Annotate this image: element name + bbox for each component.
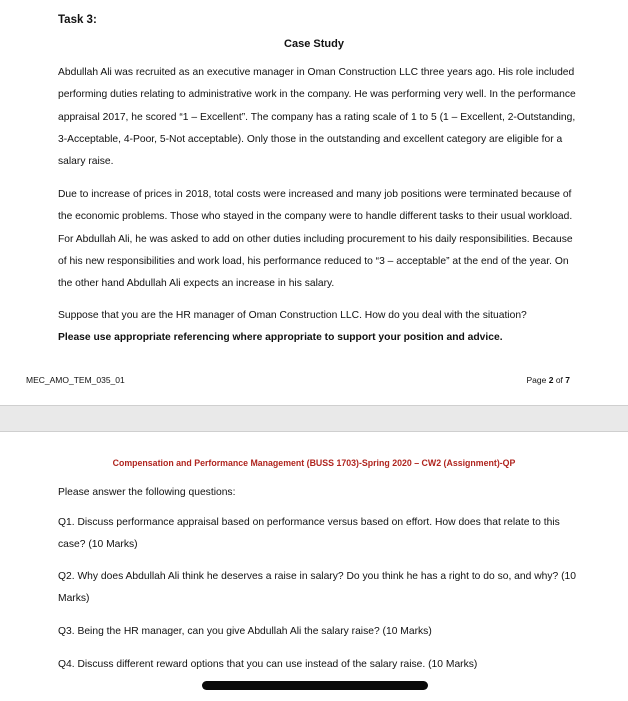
case-study-title: Case Study	[284, 38, 344, 50]
question-3: Q3. Being the HR manager, can you give Abdullah Ali the salary raise? (10 Marks)	[58, 626, 432, 637]
document-code: MEC_AMO_TEM_035_01	[26, 375, 125, 385]
course-title: Compensation and Performance Management (BUSS 1703)-Spring 2020 – CW2 (Assignment)-QP	[112, 458, 516, 468]
case-paragraph-1: Abdullah Ali was recruited as an executive manager in Oman Construction LLC three years ago. His role included performing duties relating to administrative work in the company. He was performing very well. In the performance appraisal 2017, he scored “1 – Excellent”. The company has a rating scale of 1 to 5 (1 – Excellent, 2-Outstanding, 3-Acceptable, 4-Poor, 5-Not acceptable). Only those in the outstanding and excellent category are eligible for a salary raise.	[58, 67, 576, 168]
case-paragraph-3	[58, 305, 580, 350]
page-current: 2	[548, 375, 554, 385]
case-paragraph-2: Due to increase of prices in 2018, total costs were increased and many job positions were terminated because of the economic problems. Those who stayed in the company were to handle different tasks to their usual workload. For Abdullah Ali, he was asked to add on other duties including procurement to his daily responsibilities. Because of his new responsibilities and work load, his performance reduced to “3 – acceptable” at the end of the year. On the other hand Abdullah Ali expects an increase in his salary.	[58, 189, 573, 290]
page-total: 7	[565, 375, 570, 385]
page-number	[527, 375, 571, 385]
task-heading: Task 3:	[58, 14, 97, 26]
referencing-instruction: Please use appropriate referencing where appropriate to support your position and advice.	[58, 332, 503, 344]
document-page-2	[0, 431, 628, 701]
page-label: Page	[526, 375, 549, 385]
hr-manager-prompt: Suppose that you are the HR manager of Oman Construction LLC. How do you deal with the situation?	[58, 310, 527, 321]
question-1: Q1. Discuss performance appraisal based on performance versus based on effort. How does that relate to this case? (10 Marks)	[58, 517, 560, 550]
question-4: Q4. Discuss different reward options that you can use instead of the salary raise. (10 Marks)	[58, 659, 478, 670]
home-indicator-bar[interactable]	[202, 681, 428, 690]
questions-intro: Please answer the following questions:	[58, 487, 236, 498]
page-of: of	[553, 375, 566, 385]
question-2: Q2. Why does Abdullah Ali think he deserves a raise in salary? Do you think he has a right to do so, and why? (10 Marks)	[58, 571, 577, 604]
